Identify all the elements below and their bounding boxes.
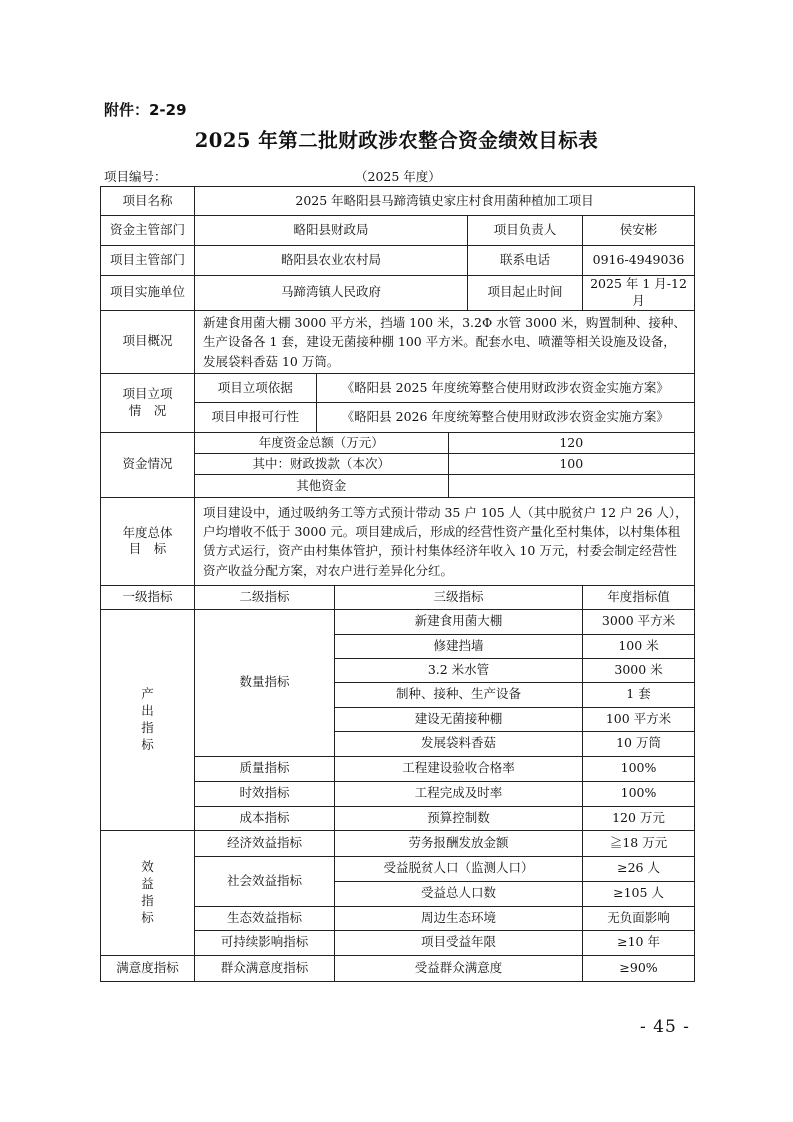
quantity-item-value: 3000 平方米 <box>583 609 695 634</box>
impl-unit-label: 项目实施单位 <box>101 276 195 311</box>
output-indicator-label <box>101 609 195 830</box>
annual-goal-label-line1: 年度总体 <box>122 524 173 540</box>
row-overview <box>101 310 695 373</box>
social-item-name: 受益总人口数 <box>335 881 583 906</box>
ecological-indicator-label: 生态效益指标 <box>195 906 335 930</box>
benefit-label-char: 指 <box>141 892 154 908</box>
project-number-label: 项目编号： <box>104 169 167 184</box>
quantity-item-value: 3000 米 <box>583 658 695 682</box>
quality-item-name: 工程建设验收合格率 <box>335 756 583 781</box>
social-item-value: ≥105 人 <box>583 881 695 906</box>
funds-label: 资金情况 <box>101 432 195 497</box>
quantity-indicator-label: 数量指标 <box>195 609 335 756</box>
social-item-value: ≥26 人 <box>583 856 695 881</box>
quantity-item-value: 100 米 <box>583 634 695 658</box>
page-number: - 45 - <box>640 1017 690 1037</box>
quantity-item-name: 3.2 米水管 <box>335 658 583 682</box>
quantity-item-value: 1 套 <box>583 682 695 707</box>
output-label-char: 出 <box>141 703 154 718</box>
funds-total-value: 120 <box>448 433 694 454</box>
cost-item-name: 预算控制数 <box>335 806 583 830</box>
approval-basis-label: 项目立项依据 <box>195 374 316 403</box>
social-indicator-label: 社会效益指标 <box>195 856 335 906</box>
quantity-item-name: 制种、接种、生产设备 <box>335 682 583 707</box>
row-project-name <box>101 187 695 216</box>
cost-indicator-label: 成本指标 <box>195 806 335 830</box>
fund-dept-label: 资金主管部门 <box>101 216 195 246</box>
phone-value: 0916-4949036 <box>583 246 695 276</box>
header-level1: 一级指标 <box>101 585 195 609</box>
overview-text: 新建食用菌大棚 3000 平方米，挡墙 100 米，3.2Φ 水管 3000 米，购置制种、接种、生产设备各 1 套，建设无菌接种棚 100 平方米。配套水电、喷灌等相关设施及设备，发展袋料香菇 10 万筒。 <box>195 310 695 373</box>
fund-dept-value: 略阳县财政局 <box>195 216 468 246</box>
period-value: 2025 年 1 月-12 月 <box>583 276 695 311</box>
funds-other-label: 其他资金 <box>195 475 448 497</box>
satisfaction-item-value: ≥90% <box>583 955 695 981</box>
social-item-name: 受益脱贫人口（监测人口） <box>335 856 583 881</box>
approval-block <box>195 373 695 432</box>
approval-label <box>101 373 195 432</box>
row-funds <box>101 432 695 497</box>
header-value: 年度指标值 <box>583 585 695 609</box>
timeliness-item-value: 100% <box>583 781 695 806</box>
quality-item-value: 100% <box>583 756 695 781</box>
output-label-char: 产 <box>141 686 154 702</box>
row-impl-unit <box>101 276 695 311</box>
table-row <box>101 830 695 856</box>
table-row <box>101 955 695 981</box>
benefit-label-char: 标 <box>141 909 154 925</box>
row-approval <box>101 373 695 432</box>
benefit-label-char: 效 <box>141 859 154 875</box>
period-label: 项目起止时间 <box>468 276 583 311</box>
economic-item-name: 劳务报酬发放金额 <box>335 830 583 856</box>
satisfaction-level2-label: 群众满意度指标 <box>195 955 335 981</box>
approval-label-line1: 项目立项 <box>122 386 173 401</box>
row-indicator-header <box>101 585 695 609</box>
impl-unit-value: 马蹄湾镇人民政府 <box>195 276 468 311</box>
row-project-dept <box>101 246 695 276</box>
project-name-label: 项目名称 <box>101 187 195 216</box>
benefit-indicator-label <box>101 830 195 955</box>
quantity-item-name: 建设无菌接种棚 <box>335 707 583 731</box>
year-label: （2025 年度） <box>355 169 441 184</box>
quantity-item-name: 新建食用菌大棚 <box>335 609 583 634</box>
approval-label-line2: 情 况 <box>128 402 167 418</box>
satisfaction-item-name: 受益群众满意度 <box>335 955 583 981</box>
overview-label: 项目概况 <box>101 310 195 373</box>
satisfaction-level1-label: 满意度指标 <box>101 955 195 981</box>
funds-fiscal-label: 其中：财政拨款（本次） <box>195 454 448 475</box>
row-annual-goal <box>101 497 695 585</box>
funds-other-value <box>448 475 694 497</box>
quantity-item-value: 100 平方米 <box>583 707 695 731</box>
project-dept-value: 略阳县农业农村局 <box>195 246 468 276</box>
economic-indicator-label: 经济效益指标 <box>195 830 335 856</box>
timeliness-item-name: 工程完成及时率 <box>335 781 583 806</box>
feasibility-label: 项目申报可行性 <box>195 403 316 432</box>
document-title: 2025 年第二批财政涉农整合资金绩效目标表 <box>194 129 599 152</box>
performance-target-table <box>100 186 695 982</box>
annual-goal-label <box>101 497 195 585</box>
feasibility-value: 《略阳县 2026 年度统筹整合使用财政涉农资金实施方案》 <box>316 403 694 432</box>
quality-indicator-label: 质量指标 <box>195 756 335 781</box>
funds-subtable <box>195 433 694 497</box>
funds-total-label: 年度资金总额（万元） <box>195 433 448 454</box>
approval-subtable <box>195 374 694 432</box>
output-label-char: 标 <box>141 736 154 752</box>
annual-goal-label-line2: 目 标 <box>128 541 167 557</box>
project-owner-label: 项目负责人 <box>468 216 583 246</box>
attachment-label: 附件：2-29 <box>104 101 187 119</box>
timeliness-indicator-label: 时效指标 <box>195 781 335 806</box>
phone-label: 联系电话 <box>468 246 583 276</box>
project-owner-value: 侯安彬 <box>583 216 695 246</box>
funds-block <box>195 432 695 497</box>
approval-basis-value: 《略阳县 2025 年度统筹整合使用财政涉农资金实施方案》 <box>316 374 694 403</box>
cost-item-value: 120 万元 <box>583 806 695 830</box>
header-level2: 二级指标 <box>195 585 335 609</box>
ecological-item-name: 周边生态环境 <box>335 906 583 930</box>
ecological-item-value: 无负面影响 <box>583 906 695 930</box>
table-row <box>101 609 695 634</box>
economic-item-value: ≧18 万元 <box>583 830 695 856</box>
sustainable-indicator-label: 可持续影响指标 <box>195 930 335 955</box>
header-level3: 三级指标 <box>335 585 583 609</box>
benefit-label-char: 益 <box>141 876 154 891</box>
output-label-char: 指 <box>141 719 154 735</box>
project-name-value: 2025 年略阳县马蹄湾镇史家庄村食用菌种植加工项目 <box>195 187 695 216</box>
quantity-item-name: 发展袋料香菇 <box>335 731 583 756</box>
sustainable-item-name: 项目受益年限 <box>335 930 583 955</box>
quantity-item-value: 10 万筒 <box>583 731 695 756</box>
sustainable-item-value: ≥10 年 <box>583 930 695 955</box>
project-dept-label: 项目主管部门 <box>101 246 195 276</box>
funds-fiscal-value: 100 <box>448 454 694 475</box>
annual-goal-text: 项目建设中，通过吸纳务工等方式预计带动 35 户 105 人（其中脱贫户 12 户 26 人），户均增收不低于 3000 元。项目建成后，形成的经营性资产量化至村集体，以村集体租赁方式运行，资产由村集体管护，预计村集体经济年收入 10 万元，村委会制定经营性资产收益分配方案，对农户进行差异化分红。 <box>195 497 695 585</box>
row-fund-dept <box>101 216 695 246</box>
quantity-item-name: 修建挡墙 <box>335 634 583 658</box>
